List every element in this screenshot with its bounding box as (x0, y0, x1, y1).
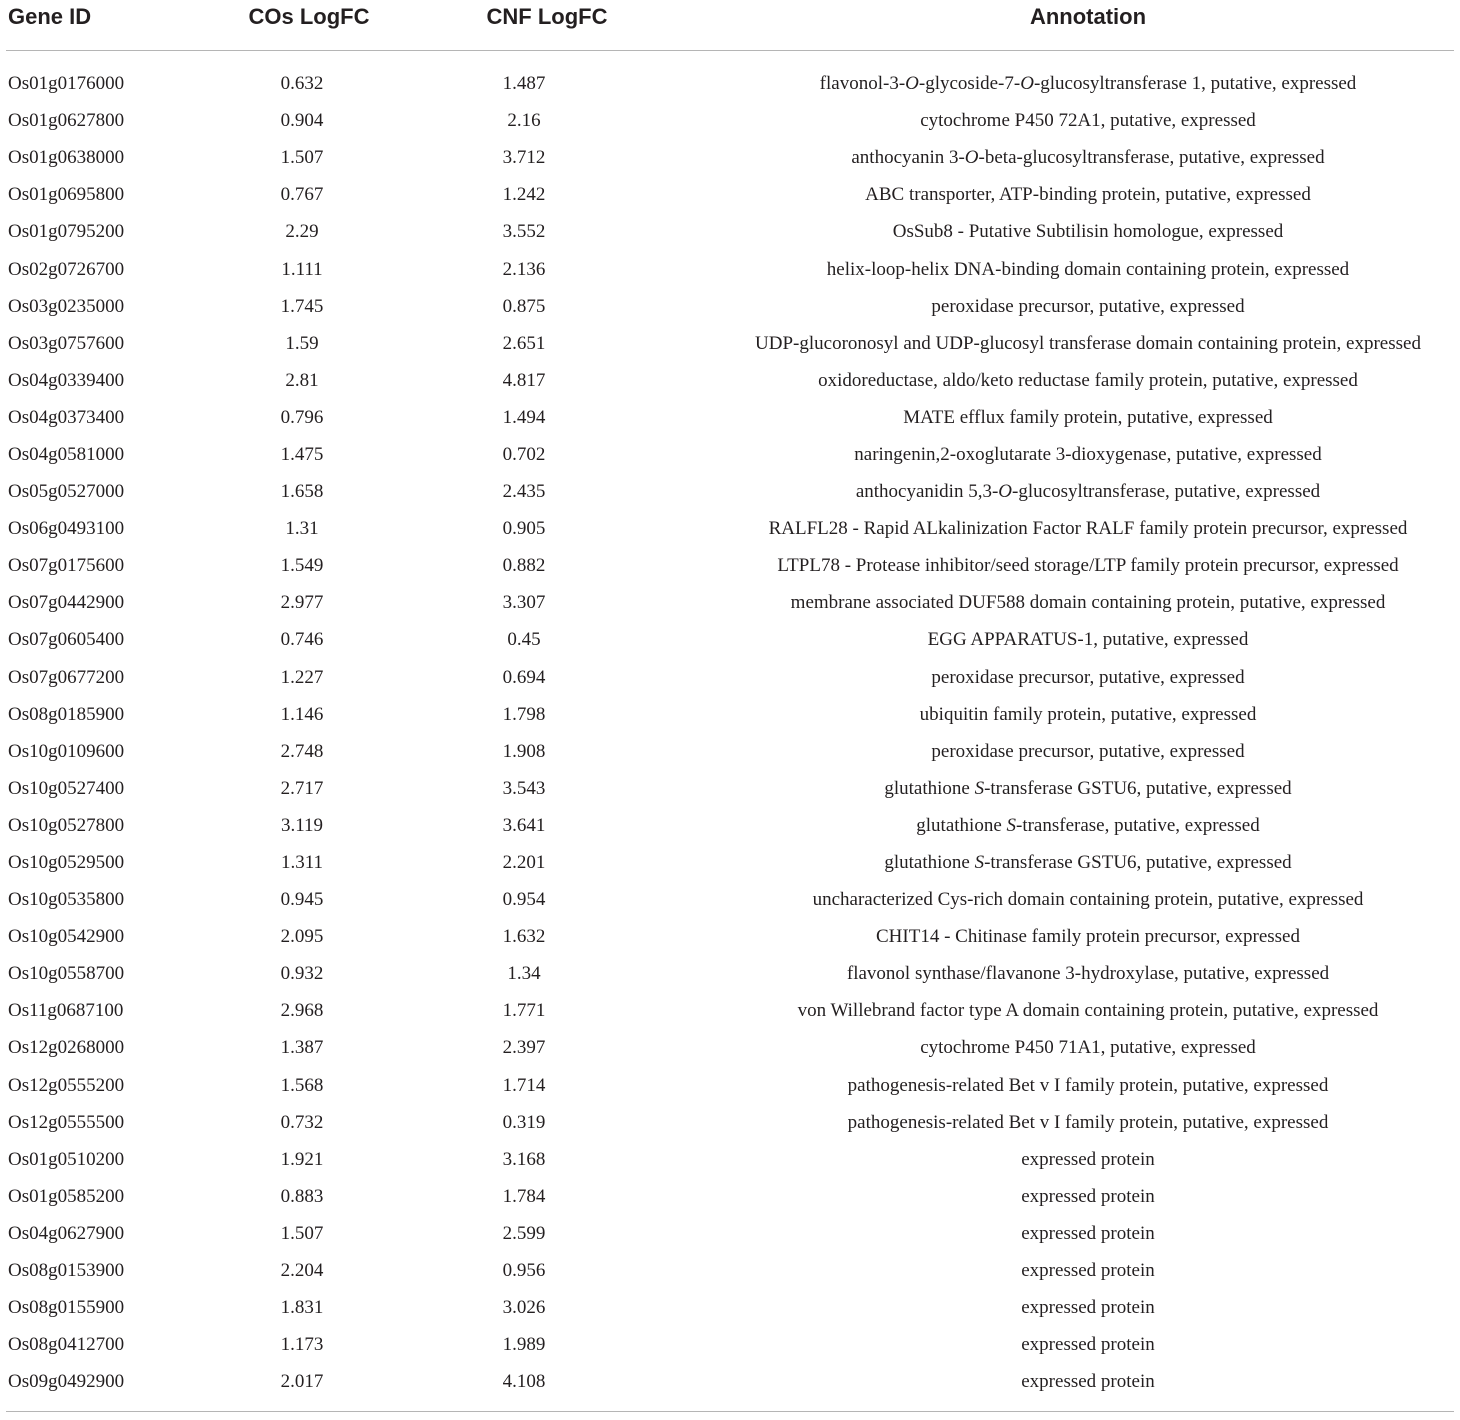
cnf-logfc-cell: 1.242 (502, 184, 546, 206)
gene-id-cell: Os08g0412700 (8, 1334, 125, 1356)
gene-id-cell: Os04g0581000 (8, 443, 125, 465)
cnf-logfc-cell: 4.108 (502, 1371, 546, 1393)
table-row (6, 102, 1454, 139)
gene-id-cell: Os03g0757600 (8, 332, 125, 354)
gene-id-cell: Os02g0726700 (8, 258, 125, 280)
table-row (6, 176, 1454, 213)
annotation-cell: RALFL28 - Rapid ALkalinization Factor RALF family protein precursor, expressed (768, 518, 1408, 540)
table-row (6, 1289, 1454, 1326)
table-row (6, 844, 1454, 881)
gene-id-cell: Os01g0695800 (8, 184, 125, 206)
cnf-logfc-cell: 3.712 (502, 147, 546, 169)
cnf-logfc-cell: 1.494 (502, 406, 546, 428)
cos-logfc-cell: 0.932 (280, 963, 324, 985)
header-cos-logfc: COs LogFC (196, 0, 422, 51)
table-row (6, 325, 1454, 362)
table-bottom-rule (6, 1411, 1454, 1412)
gene-id-cell: Os04g0339400 (8, 369, 125, 391)
cnf-logfc-cell: 2.651 (502, 332, 546, 354)
annotation-cell: MATE efflux family protein, putative, expressed (903, 406, 1273, 428)
table-row (6, 399, 1454, 436)
annotation-cell: membrane associated DUF588 domain containing protein, putative, expressed (790, 592, 1386, 614)
table-row (6, 139, 1454, 176)
cos-logfc-cell: 1.568 (280, 1074, 324, 1096)
gene-id-cell: Os12g0555200 (8, 1074, 125, 1096)
annotation-cell: glutathione S-transferase, putative, expressed (916, 814, 1260, 836)
annotation-cell: anthocyanin 3-O-beta-glucosyltransferase, putative, expressed (851, 147, 1325, 169)
cos-logfc-cell: 1.146 (280, 703, 324, 725)
annotation-cell: glutathione S-transferase GSTU6, putative, expressed (884, 777, 1292, 799)
cnf-logfc-cell: 0.319 (502, 1111, 546, 1133)
table-row (6, 1252, 1454, 1289)
table-row (6, 213, 1454, 250)
cos-logfc-cell: 1.745 (280, 295, 324, 317)
annotation-cell: cytochrome P450 72A1, putative, expressed (920, 110, 1256, 132)
annotation-cell: pathogenesis-related Bet v I family protein, putative, expressed (847, 1074, 1329, 1096)
cnf-logfc-cell: 2.599 (502, 1222, 546, 1244)
cnf-logfc-cell: 1.714 (502, 1074, 546, 1096)
annotation-cell: expressed protein (1021, 1148, 1155, 1170)
annotation-cell: expressed protein (1021, 1260, 1155, 1282)
cnf-logfc-cell: 1.34 (507, 963, 541, 985)
cnf-logfc-cell: 2.136 (502, 258, 546, 280)
table-row (6, 918, 1454, 955)
table-row (6, 1104, 1454, 1141)
annotation-cell: flavonol-3-O-glycoside-7-O-glucosyltransferase 1, putative, expressed (819, 73, 1357, 95)
table-row (6, 51, 1454, 103)
cnf-logfc-cell: 3.168 (502, 1148, 546, 1170)
table-row (6, 770, 1454, 807)
cos-logfc-cell: 2.977 (280, 592, 324, 614)
annotation-cell: peroxidase precursor, putative, expressed (931, 295, 1245, 317)
cnf-logfc-cell: 0.956 (502, 1260, 546, 1282)
table-row (6, 955, 1454, 992)
annotation-cell: peroxidase precursor, putative, expressed (931, 740, 1245, 762)
annotation-cell: expressed protein (1021, 1297, 1155, 1319)
cos-logfc-cell: 0.767 (280, 184, 324, 206)
table-row (6, 696, 1454, 733)
annotation-cell: flavonol synthase/flavanone 3-hydroxylase, putative, expressed (846, 963, 1330, 985)
gene-id-cell: Os07g0605400 (8, 629, 125, 651)
cos-logfc-cell: 1.31 (285, 518, 319, 540)
cnf-logfc-cell: 1.784 (502, 1185, 546, 1207)
annotation-cell: expressed protein (1021, 1185, 1155, 1207)
annotation-cell: von Willebrand factor type A domain containing protein, putative, expressed (797, 1000, 1379, 1022)
table-row (6, 1029, 1454, 1066)
table-row (6, 288, 1454, 325)
table-row (6, 362, 1454, 399)
annotation-cell: anthocyanidin 5,3-O-glucosyltransferase, putative, expressed (855, 481, 1321, 503)
cnf-logfc-cell: 2.16 (507, 110, 541, 132)
cnf-logfc-cell: 2.397 (502, 1037, 546, 1059)
cos-logfc-cell: 2.204 (280, 1260, 324, 1282)
cnf-logfc-cell: 0.45 (507, 629, 541, 651)
annotation-cell: naringenin,2-oxoglutarate 3-dioxygenase, putative, expressed (854, 443, 1322, 465)
gene-id-cell: Os10g0529500 (8, 852, 125, 874)
cos-logfc-cell: 2.29 (285, 221, 319, 243)
annotation-cell: EGG APPARATUS-1, putative, expressed (927, 629, 1249, 651)
annotation-cell: peroxidase precursor, putative, expressed (931, 666, 1245, 688)
gene-id-cell: Os01g0627800 (8, 110, 125, 132)
gene-table-container (6, 0, 1454, 1400)
table-row (6, 807, 1454, 844)
table-row (6, 250, 1454, 287)
cnf-logfc-cell: 1.989 (502, 1334, 546, 1356)
cos-logfc-cell: 2.968 (280, 1000, 324, 1022)
header-cnf-logfc: CNF LogFC (422, 0, 672, 51)
annotation-cell: ABC transporter, ATP-binding protein, putative, expressed (865, 184, 1311, 206)
annotation-cell: ubiquitin family protein, putative, expressed (919, 703, 1257, 725)
gene-id-cell: Os08g0155900 (8, 1297, 125, 1319)
table-row (6, 1141, 1454, 1178)
cnf-logfc-cell: 1.771 (502, 1000, 546, 1022)
cos-logfc-cell: 1.831 (280, 1297, 324, 1319)
table-row (6, 473, 1454, 510)
gene-id-cell: Os10g0109600 (8, 740, 125, 762)
cnf-logfc-cell: 3.307 (502, 592, 546, 614)
cos-logfc-cell: 1.311 (280, 852, 324, 874)
gene-id-cell: Os01g0176000 (8, 73, 125, 95)
cos-logfc-cell: 1.549 (280, 555, 324, 577)
cos-logfc-cell: 2.81 (285, 369, 319, 391)
annotation-cell: CHIT14 - Chitinase family protein precursor, expressed (876, 926, 1300, 948)
table-row (6, 992, 1454, 1029)
table-row (6, 510, 1454, 547)
cos-logfc-cell: 1.59 (285, 332, 319, 354)
cos-logfc-cell: 1.173 (280, 1334, 324, 1356)
gene-id-cell: Os11g0687100 (8, 1000, 124, 1022)
annotation-cell: uncharacterized Cys-rich domain containing protein, putative, expressed (812, 889, 1364, 911)
cos-logfc-cell: 2.095 (280, 926, 324, 948)
header-gene-id: Gene ID (6, 0, 196, 51)
cos-logfc-cell: 2.748 (280, 740, 324, 762)
cos-logfc-cell: 1.658 (280, 481, 324, 503)
cos-logfc-cell: 0.904 (280, 110, 324, 132)
annotation-cell: cytochrome P450 71A1, putative, expressed (920, 1037, 1256, 1059)
gene-id-cell: Os12g0555500 (8, 1111, 125, 1133)
cnf-logfc-cell: 1.632 (502, 926, 546, 948)
gene-id-cell: Os07g0677200 (8, 666, 125, 688)
cos-logfc-cell: 0.945 (280, 889, 324, 911)
cos-logfc-cell: 1.475 (280, 443, 324, 465)
annotation-cell: expressed protein (1021, 1222, 1155, 1244)
table-row (6, 1067, 1454, 1104)
cos-logfc-cell: 0.746 (280, 629, 324, 651)
table-row (6, 584, 1454, 621)
annotation-cell: LTPL78 - Protease inhibitor/seed storage/LTP family protein precursor, expressed (777, 555, 1399, 577)
gene-expression-table (6, 0, 1454, 1400)
gene-id-cell: Os01g0638000 (8, 147, 125, 169)
annotation-cell: expressed protein (1021, 1371, 1155, 1393)
gene-id-cell: Os03g0235000 (8, 295, 125, 317)
cnf-logfc-cell: 1.487 (502, 73, 546, 95)
annotation-cell: pathogenesis-related Bet v I family protein, putative, expressed (847, 1111, 1329, 1133)
cos-logfc-cell: 0.632 (280, 73, 324, 95)
gene-id-cell: Os08g0153900 (8, 1260, 125, 1282)
cnf-logfc-cell: 3.543 (502, 777, 546, 799)
cnf-logfc-cell: 0.882 (502, 555, 546, 577)
gene-id-cell: Os01g0795200 (8, 221, 125, 243)
gene-id-cell: Os10g0527800 (8, 814, 125, 836)
cos-logfc-cell: 1.507 (280, 147, 324, 169)
cos-logfc-cell: 1.921 (280, 1148, 324, 1170)
gene-id-cell: Os04g0627900 (8, 1222, 125, 1244)
table-row (6, 436, 1454, 473)
gene-id-cell: Os12g0268000 (8, 1037, 125, 1059)
cos-logfc-cell: 1.227 (280, 666, 324, 688)
cnf-logfc-cell: 3.641 (502, 814, 546, 836)
table-row (6, 1326, 1454, 1363)
cos-logfc-cell: 1.387 (280, 1037, 324, 1059)
cos-logfc-cell: 0.883 (280, 1185, 324, 1207)
cos-logfc-cell: 2.717 (280, 777, 324, 799)
table-row (6, 1363, 1454, 1400)
cos-logfc-cell: 1.111 (281, 258, 323, 280)
table-row (6, 881, 1454, 918)
gene-id-cell: Os01g0585200 (8, 1185, 125, 1207)
table-header (6, 0, 1454, 51)
annotation-cell: UDP-glucoronosyl and UDP-glucosyl transferase domain containing protein, expressed (755, 332, 1421, 354)
annotation-cell: glutathione S-transferase GSTU6, putative, expressed (884, 852, 1292, 874)
gene-id-cell: Os07g0442900 (8, 592, 125, 614)
annotation-cell: helix-loop-helix DNA-binding domain containing protein, expressed (826, 258, 1350, 280)
cos-logfc-cell: 2.017 (280, 1371, 324, 1393)
gene-id-cell: Os04g0373400 (8, 406, 125, 428)
cnf-logfc-cell: 1.798 (502, 703, 546, 725)
gene-id-cell: Os10g0535800 (8, 889, 125, 911)
cos-logfc-cell: 0.732 (280, 1111, 324, 1133)
gene-id-cell: Os10g0527400 (8, 777, 125, 799)
table-row (6, 733, 1454, 770)
table-row (6, 659, 1454, 696)
annotation-cell: OsSub8 - Putative Subtilisin homologue, expressed (892, 221, 1284, 243)
cnf-logfc-cell: 2.435 (502, 481, 546, 503)
cos-logfc-cell: 3.119 (280, 814, 324, 836)
cnf-logfc-cell: 0.694 (502, 666, 546, 688)
cnf-logfc-cell: 3.026 (502, 1297, 546, 1319)
cnf-logfc-cell: 0.702 (502, 443, 546, 465)
table-body (6, 51, 1454, 1401)
header-annotation: Annotation (672, 0, 1454, 51)
gene-id-cell: Os06g0493100 (8, 518, 125, 540)
gene-id-cell: Os10g0542900 (8, 926, 125, 948)
gene-id-cell: Os08g0185900 (8, 703, 125, 725)
table-row (6, 1215, 1454, 1252)
gene-id-cell: Os10g0558700 (8, 963, 125, 985)
header-row (6, 0, 1454, 51)
cos-logfc-cell: 1.507 (280, 1222, 324, 1244)
cnf-logfc-cell: 0.905 (502, 518, 546, 540)
cnf-logfc-cell: 4.817 (502, 369, 546, 391)
cnf-logfc-cell: 1.908 (502, 740, 546, 762)
annotation-cell: expressed protein (1021, 1334, 1155, 1356)
table-row (6, 1178, 1454, 1215)
table-row (6, 621, 1454, 658)
table-row (6, 547, 1454, 584)
gene-id-cell: Os05g0527000 (8, 481, 125, 503)
cnf-logfc-cell: 2.201 (502, 852, 546, 874)
annotation-cell: oxidoreductase, aldo/keto reductase family protein, putative, expressed (818, 369, 1358, 391)
gene-id-cell: Os07g0175600 (8, 555, 125, 577)
cnf-logfc-cell: 3.552 (502, 221, 546, 243)
gene-id-cell: Os09g0492900 (8, 1371, 125, 1393)
cos-logfc-cell: 0.796 (280, 406, 324, 428)
cnf-logfc-cell: 0.954 (502, 889, 546, 911)
gene-id-cell: Os01g0510200 (8, 1148, 125, 1170)
cnf-logfc-cell: 0.875 (502, 295, 546, 317)
